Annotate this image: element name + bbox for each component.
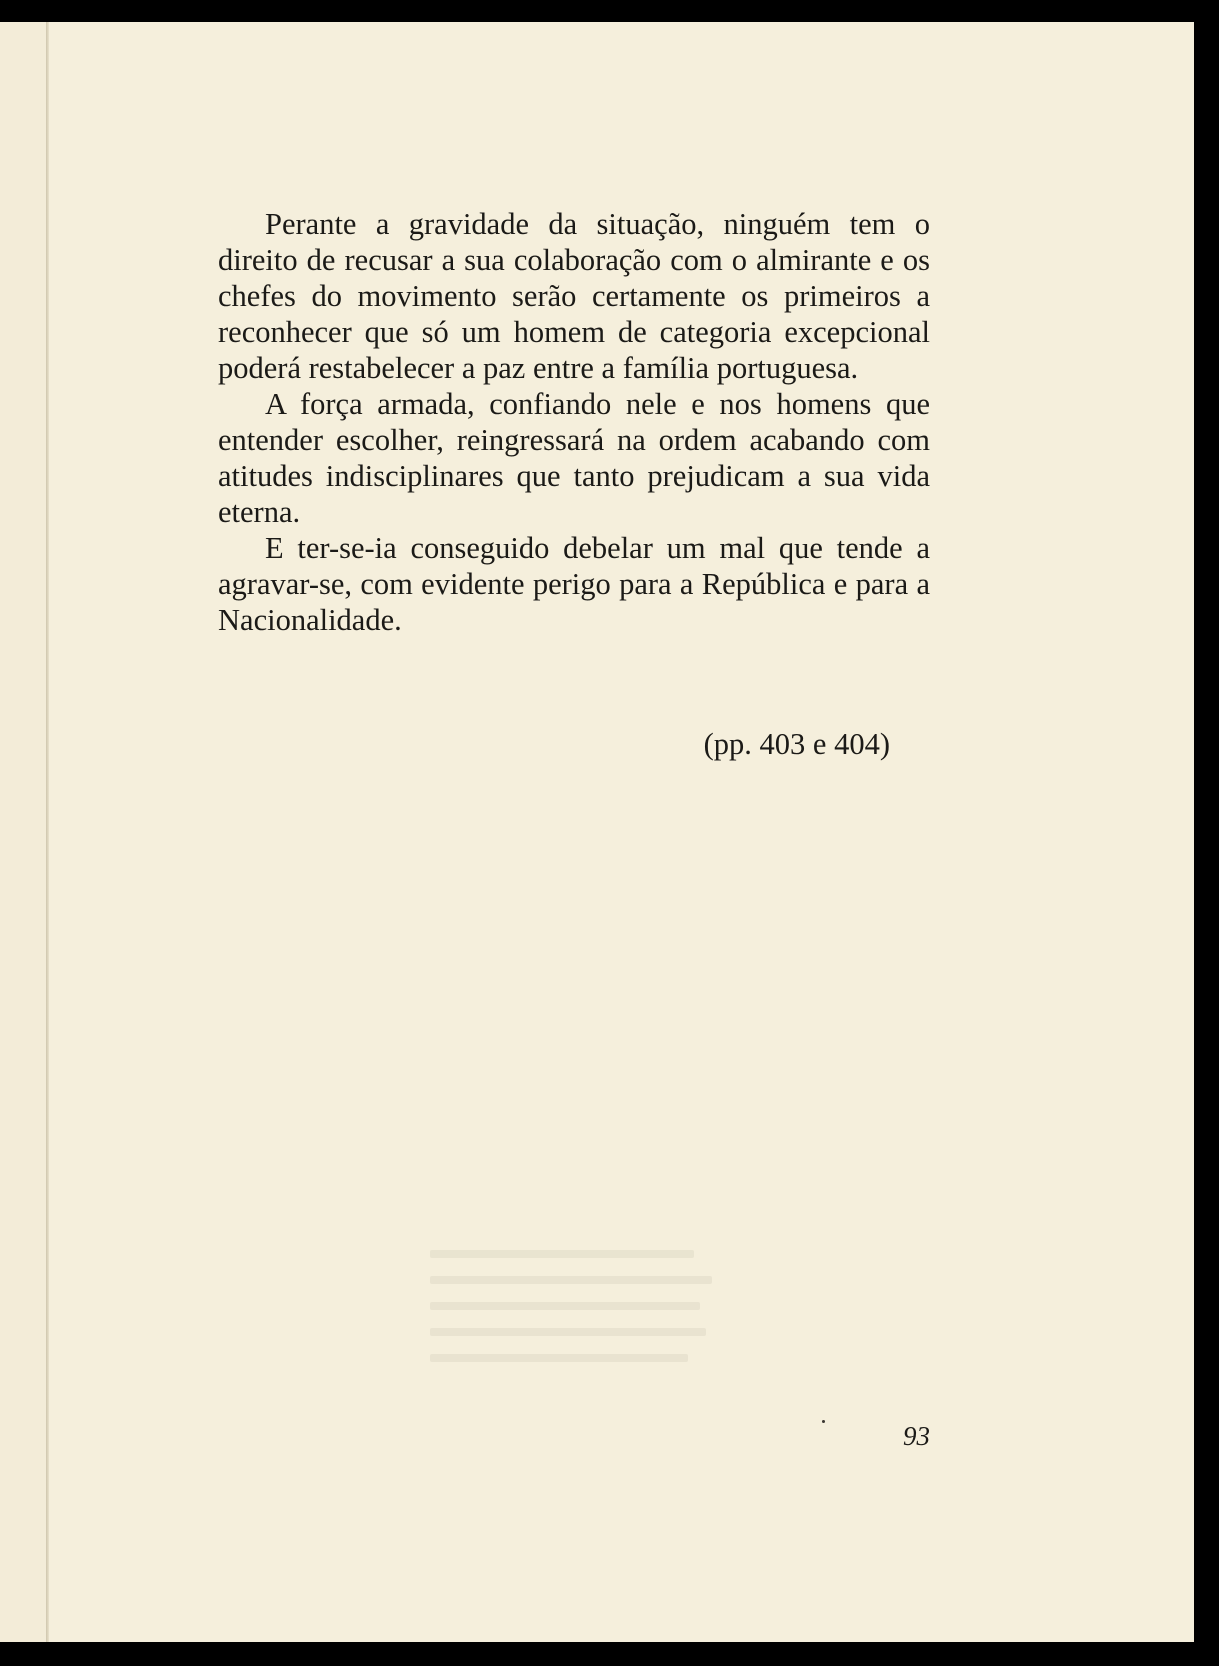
page-gutter-line	[46, 22, 49, 1642]
book-page	[0, 22, 1194, 1642]
paragraph: Perante a gravidade da situação, ninguém tem o direito de recusar a sua colaboração com o almirante e os chefes do movimento serão certamente os primeiros a reconhecer que só um homem de categoria excepcional poderá restabelecer a paz entre a família portuguesa.	[218, 207, 930, 385]
page-number: 93	[903, 1421, 930, 1451]
paragraph: E ter-se-ia conseguido debelar um mal que tende a agravar-se, com evidente perigo para a República e para a Nacionalidade.	[218, 531, 930, 637]
paragraph: A força armada, confiando nele e nos homens que entender escolher, reingressará na ordem acabando com atitudes indisciplinares que tanto prejudicam a sua vida eterna.	[218, 387, 930, 529]
body-text	[218, 206, 930, 638]
show-through-bleed	[430, 1250, 730, 1400]
ink-speck	[822, 1420, 825, 1423]
page-citation: (pp. 403 e 404)	[703, 727, 890, 761]
page-gutter-shade	[0, 22, 46, 1642]
